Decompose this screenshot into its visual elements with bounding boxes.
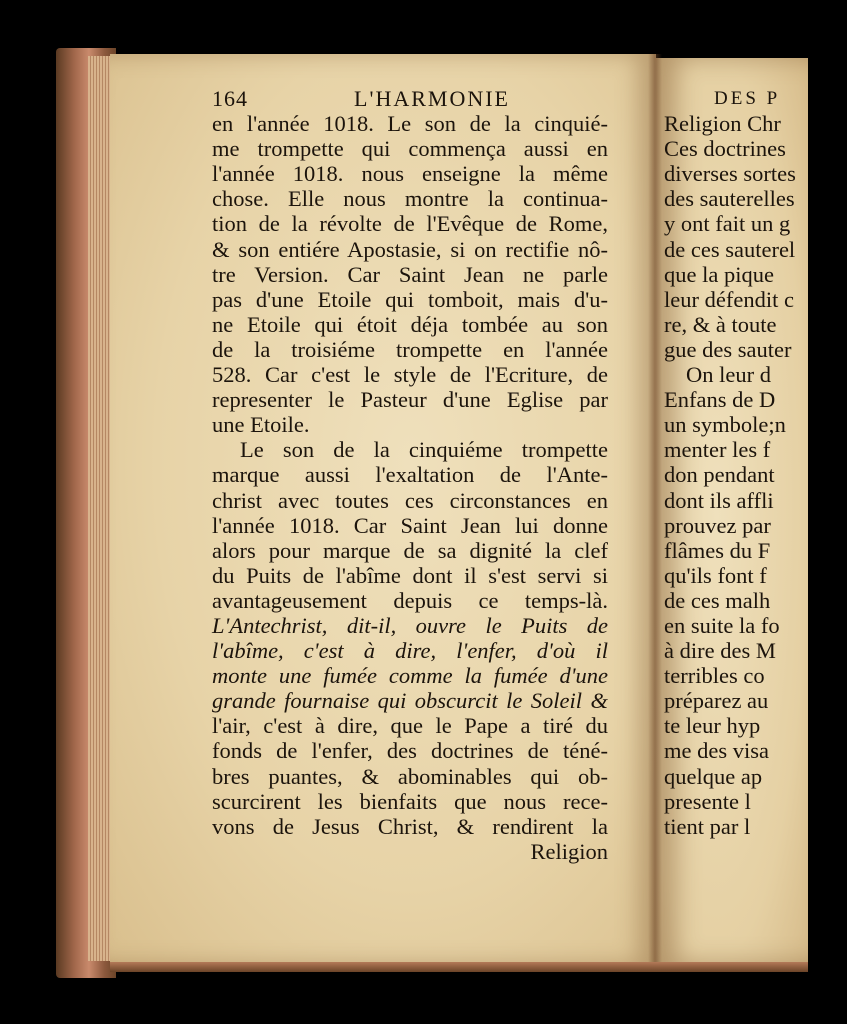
book-bottom-edge [110,962,808,972]
text-line: y ont fait un g [664,211,791,237]
text-line: l'année 1018. Car Saint Jean lui donne [212,512,608,538]
text-line: ne Etoile qui étoit déja tombée au son [212,311,608,337]
text-line: de la troisiéme trompette en l'année [212,336,608,362]
text-line: presente l [664,788,751,814]
text-line: L'Antechrist, dit-il, ouvre le Puits de [212,612,608,638]
right-page-text [664,86,808,839]
text-line: vons de Jesus Christ, & rendirent la [212,813,608,839]
text-line: prouvez par [664,512,771,538]
text-line: Enfans de D [664,387,776,413]
text-line: marque aussi l'exaltation de l'Ante- [212,462,608,488]
text-line: 528. Car c'est le style de l'Ecriture, de [212,362,608,388]
text-line: & son entiére Apostasie, si on rectifie nô- [212,236,608,262]
text-line: bres puantes, & abominables qui ob- [212,763,608,789]
text-line: don pendant [664,462,775,488]
text-line: monte une fumée comme la fumée d'une [212,663,608,689]
text-line: qu'ils font f [664,562,767,588]
catchword: Religion [530,838,608,864]
text-line: gue des sauter [664,336,792,362]
text-line: tre Version. Car Saint Jean ne parle [212,261,608,287]
text-line: de ces sauterel [664,236,796,262]
text-line: te leur hyp [664,713,761,739]
text-line: Religion Chr [664,111,781,137]
text-line: me des visa [664,738,769,764]
text-line: l'année 1018. nous enseigne la même [212,161,608,187]
text-line: une Etoile. [212,412,310,438]
text-line: scurcirent les bienfaits que nous rece- [212,788,608,814]
text-line: en l'année 1018. Le son de la cinquié- [212,111,608,137]
text-line: que la pique [664,261,774,287]
text-line: des sauterelles [664,186,795,212]
text-line: Le son de la cinquiéme trompette [240,437,608,463]
text-line: fonds de l'enfer, des doctrines de téné- [212,738,608,764]
text-line: re, & à toute [664,311,777,337]
left-page-header [212,86,608,111]
text-line: préparez au [664,688,769,714]
text-line: avantageusement depuis ce temps-là. [212,587,608,613]
text-line: de ces malh [664,587,771,613]
text-line: On leur d [686,362,771,388]
right-running-title: DES P [714,88,781,109]
text-line: à dire des M [664,638,776,664]
text-line: tient par l [664,813,751,839]
text-line: l'air, c'est à dire, que le Pape a tiré du [212,713,608,739]
text-line: alors pour marque de sa dignité la clef [212,537,608,563]
left-page-text [212,86,608,864]
page-number: 164 [212,86,248,111]
text-line: Ces doctrines [664,136,786,162]
text-line: grande fournaise qui obscurcit le Soleil & [212,688,608,714]
text-line: menter les f [664,437,771,463]
text-line: pas d'une Etoile qui tomboit, mais d'u- [212,286,608,312]
text-line: me trompette qui commença aussi en [212,136,608,162]
right-page-clip [656,58,808,963]
text-line: du Puits de l'abîme dont il s'est servi si [212,562,608,588]
text-line: representer le Pasteur d'une Eglise par [212,387,608,413]
text-line: terribles co [664,663,765,689]
text-line: dont ils affli [664,487,774,513]
text-line: quelque ap [664,763,763,789]
text-line: leur défendit c [664,286,794,312]
text-line: tion de la révolte de l'Evêque de Rome, [212,211,608,237]
text-line: diverses sortes [664,161,796,187]
text-line: l'abîme, c'est à dire, l'enfer, d'où il [212,638,608,664]
text-line: en suite la fo [664,612,780,638]
text-line: chose. Elle nous montre la continua- [212,186,608,212]
text-line: christ avec toutes ces circonstances en [212,487,608,513]
running-title: L'HARMONIE [354,86,510,111]
text-line: flâmes du F [664,537,771,563]
text-line: un symbole;n [664,412,786,438]
